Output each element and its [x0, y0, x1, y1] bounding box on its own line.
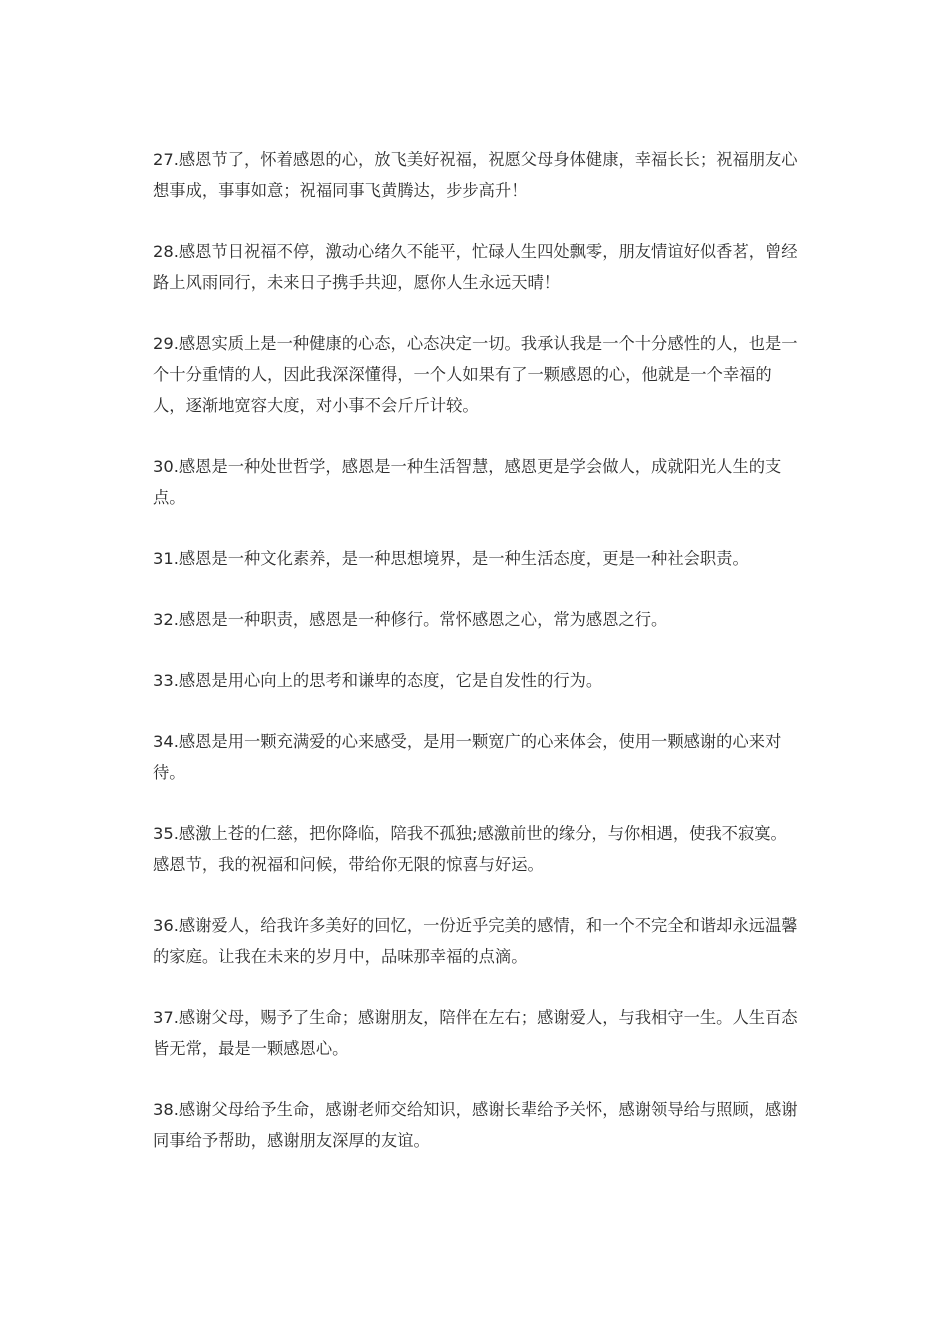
- paragraph-34: 34.感恩是用一颗充满爱的心来感受，是用一颗宽广的心来体会，使用一颗感谢的心来对待。: [153, 732, 782, 782]
- paragraph-30: 30.感恩是一种处世哲学，感恩是一种生活智慧，感恩更是学会做人，成就阳光人生的支点。: [153, 457, 782, 507]
- paragraph-31: 31.感恩是一种文化素养，是一种思想境界，是一种生活态度，更是一种社会职责。: [153, 549, 749, 568]
- paragraph-27: 27.感恩节了，怀着感恩的心，放飞美好祝福，祝愿父母身体健康，幸福长长；祝福朋友心想事成，事事如意；祝福同事飞黄腾达，步步高升！: [153, 150, 798, 200]
- document-page: [153, 144, 803, 1186]
- paragraph-29: 29.感恩实质上是一种健康的心态，心态决定一切。我承认我是一个十分感性的人，也是一个十分重情的人，因此我深深懂得，一个人如果有了一颗感恩的心，他就是一个幸福的人，逐渐地宽容大度，对小事不会斤斤计较。: [153, 334, 798, 415]
- paragraph-38: 38.感谢父母给予生命，感谢老师交给知识，感谢长辈给予关怀，感谢领导给与照顾，感谢同事给予帮助，感谢朋友深厚的友谊。: [153, 1100, 798, 1150]
- paragraph-37: 37.感谢父母，赐予了生命；感谢朋友，陪伴在左右；感谢爱人，与我相守一生。人生百态皆无常，最是一颗感恩心。: [153, 1008, 798, 1058]
- paragraph-28: 28.感恩节日祝福不停，激动心绪久不能平，忙碌人生四处飘零，朋友情谊好似香茗，曾经路上风雨同行，未来日子携手共迎，愿你人生永远天晴！: [153, 242, 798, 292]
- paragraph-36: 36.感谢爱人，给我许多美好的回忆，一份近乎完美的感情，和一个不完全和谐却永远温馨的家庭。让我在未来的岁月中，品味那幸福的点滴。: [153, 916, 798, 966]
- paragraph-33: 33.感恩是用心向上的思考和谦卑的态度，它是自发性的行为。: [153, 671, 603, 690]
- paragraph-32: 32.感恩是一种职责，感恩是一种修行。常怀感恩之心，常为感恩之行。: [153, 610, 668, 629]
- paragraph-35: 35.感激上苍的仁慈，把你降临，陪我不孤独;感激前世的缘分，与你相遇，使我不寂寞。感恩节，我的祝福和问候，带给你无限的惊喜与好运。: [153, 824, 787, 874]
